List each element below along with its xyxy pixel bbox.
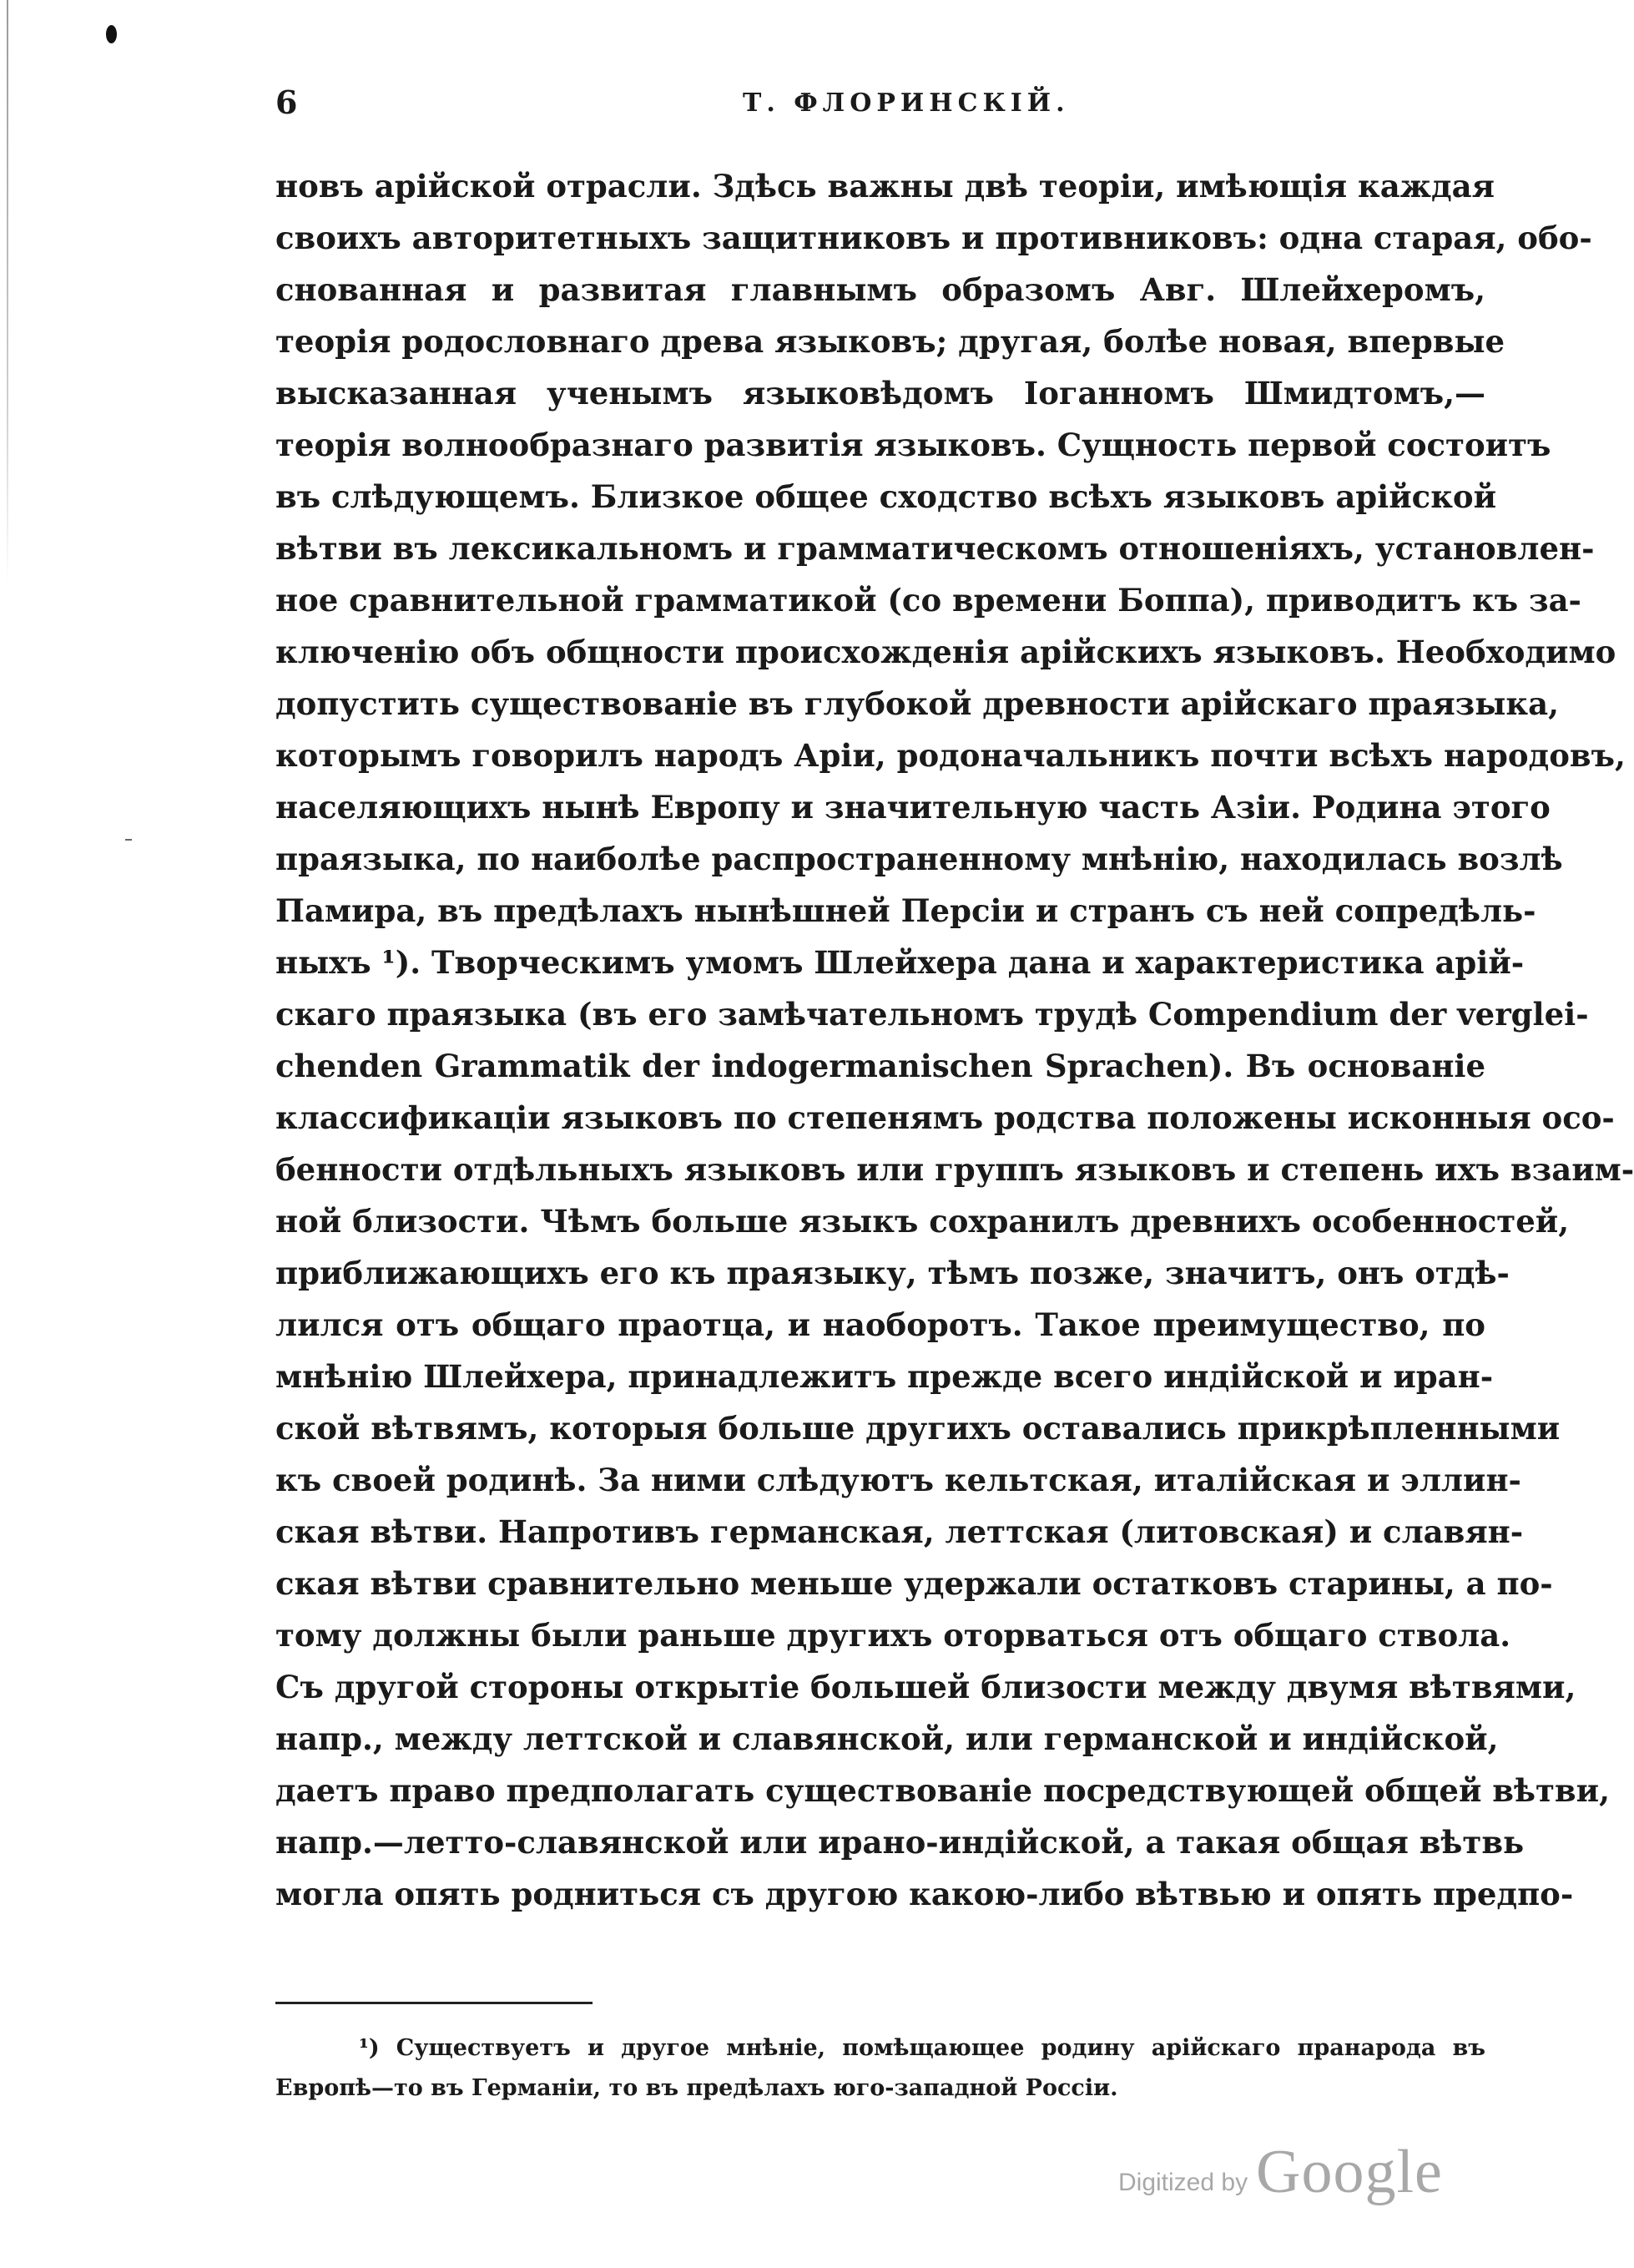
running-head: Т. ФЛОРИНСКІЙ.: [743, 88, 1070, 118]
text-line: Памира, въ предѣлахъ нынѣшней Персіи и странъ съ ней сопредѣль-: [275, 892, 1536, 929]
text-line: ская вѣтви. Напротивъ германская, леттская (литовская) и славян-: [275, 1513, 1524, 1550]
watermark-prefix: Digitized by: [1118, 2169, 1248, 2196]
watermark-brand-logo: Google: [1256, 2138, 1443, 2206]
text-line: даетъ право предполагать существованіе посредствующей общей вѣтви,: [275, 1772, 1610, 1809]
text-line: приближающихъ его къ праязыку, тѣмъ позже, значитъ, онъ отдѣ-: [275, 1255, 1510, 1291]
footnote-line: ¹) Существуетъ и другое мнѣніе, помѣщающее родину арійскаго пранарода въ: [359, 2035, 1485, 2061]
text-line: теорія родословнаго древа языковъ; другая, болѣе новая, впервые: [275, 323, 1505, 360]
text-line: новъ арійской отрасли. Здѣсь важны двѣ теоріи, имѣющія каждая: [275, 168, 1495, 205]
text-line: могла опять родниться съ другою какою-либо вѣтвью и опять предпо-: [275, 1876, 1574, 1912]
text-line: въ слѣдующемъ. Близкое общее сходство всѣхъ языковъ арійской: [275, 478, 1497, 515]
text-line: къ своей родинѣ. За ними слѣдуютъ кельтская, италійская и эллин-: [275, 1462, 1521, 1498]
text-line: снованная и развитая главнымъ образомъ Авг. Шлейхеромъ,: [275, 271, 1485, 308]
text-line: ской вѣтвямъ, которыя больше другихъ оставались прикрѣпленными: [275, 1410, 1561, 1447]
footnote-line: Европѣ—то въ Германіи, то въ предѣлахъ юго-западной Россіи.: [275, 2075, 1118, 2101]
page-number: 6: [275, 83, 298, 121]
text-line: мнѣнію Шлейхера, принадлежитъ прежде всего индійской и иран-: [275, 1358, 1494, 1395]
text-line: теорія волнообразнаго развитія языковъ. Сущность первой состоитъ: [275, 427, 1551, 463]
text-line: праязыка, по наиболѣе распространенному мнѣнію, находилась возлѣ: [275, 841, 1563, 877]
text-line: бенности отдѣльныхъ языковъ или группъ языковъ и степень ихъ взаим-: [275, 1151, 1634, 1188]
page-header: [275, 83, 1485, 125]
text-line: ныхъ ¹). Творческимъ умомъ Шлейхера дана и характеристика арій-: [275, 944, 1525, 981]
text-line: лился отъ общаго праотца, и наоборотъ. Такое преимущество, по: [275, 1306, 1485, 1343]
text-line: ной близости. Чѣмъ больше языкъ сохранилъ древнихъ особенностей,: [275, 1203, 1570, 1240]
text-line: классификаціи языковъ по степенямъ родства положены исконныя осо-: [275, 1099, 1615, 1136]
body-text: [275, 160, 1634, 1972]
text-line: напр.—летто-славянской или ирано-индійской, а такая общая вѣтвь: [275, 1824, 1525, 1861]
text-line: которымъ говорилъ народъ Аріи, родоначальникъ почти всѣхъ народовъ,: [275, 737, 1626, 774]
scan-dot: [106, 25, 117, 43]
text-line: скаго праязыка (въ его замѣчательномъ трудѣ Compendium der verglei-: [275, 996, 1589, 1033]
text-line: высказанная ученымъ языковѣдомъ Іоганномъ Шмидтомъ,—: [275, 375, 1485, 412]
text-line: населяющихъ нынѣ Европу и значительную часть Азіи. Родина этого: [275, 789, 1551, 826]
scan-mark: [125, 839, 132, 841]
footnotes: [275, 2028, 1485, 2109]
digitized-watermark: [1118, 2137, 1469, 2212]
text-line: допустить существованіе въ глубокой древности арійскаго праязыка,: [275, 685, 1559, 722]
text-line: Съ другой стороны открытіе большей близости между двумя вѣтвями,: [275, 1669, 1576, 1705]
text-line: своихъ авторитетныхъ защитниковъ и противниковъ: одна старая, обо-: [275, 220, 1592, 256]
text-line: chenden Grammatik der indogermanischen Sprachen). Въ основаніе: [275, 1048, 1485, 1084]
scan-edge: [7, 0, 8, 584]
text-line: тому должны были раньше другихъ оторваться отъ общаго ствола.: [275, 1617, 1511, 1654]
footnote-rule: [275, 2002, 593, 2004]
text-line: ская вѣтви сравнительно меньше удержали остатковъ старины, а по-: [275, 1565, 1553, 1602]
text-line: ключенію объ общности происхожденія арійскихъ языковъ. Необходимо: [275, 634, 1616, 670]
text-line: ное сравнительной грамматикой (со времени Боппа), приводитъ къ за-: [275, 582, 1581, 619]
text-line: напр., между леттской и славянской, или германской и индійской,: [275, 1720, 1499, 1757]
text-line: вѣтви въ лексикальномъ и грамматическомъ отношеніяхъ, установлен-: [275, 530, 1595, 567]
